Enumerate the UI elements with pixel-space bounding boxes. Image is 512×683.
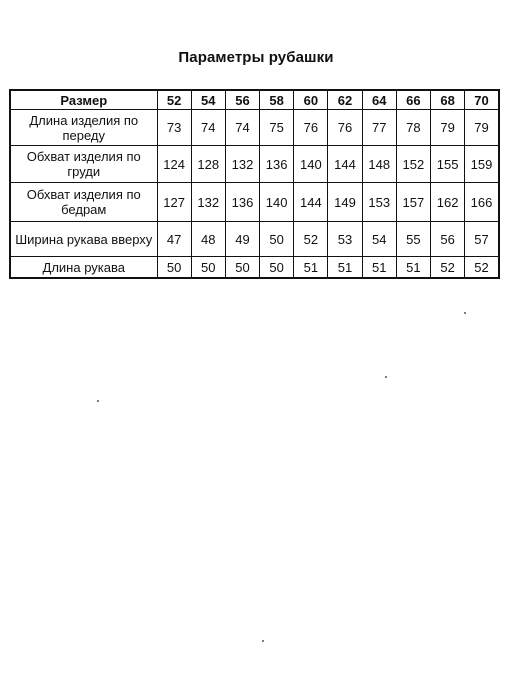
row-label: Ширина рукава вверху bbox=[10, 222, 157, 257]
value-cell: 79 bbox=[465, 110, 499, 146]
value-cell: 136 bbox=[225, 183, 259, 222]
value-cell: 128 bbox=[191, 146, 225, 183]
value-cell: 54 bbox=[362, 222, 396, 257]
page-title: Параметры рубашки bbox=[178, 49, 334, 66]
value-cell: 132 bbox=[191, 183, 225, 222]
table-header-row bbox=[10, 90, 499, 110]
value-cell: 57 bbox=[465, 222, 499, 257]
value-cell: 51 bbox=[362, 257, 396, 279]
value-cell: 159 bbox=[465, 146, 499, 183]
header-size-cell: 52 bbox=[157, 90, 191, 110]
value-cell: 51 bbox=[294, 257, 328, 279]
value-cell: 50 bbox=[225, 257, 259, 279]
table-row bbox=[10, 110, 499, 146]
value-cell: 75 bbox=[260, 110, 294, 146]
value-cell: 50 bbox=[157, 257, 191, 279]
value-cell: 124 bbox=[157, 146, 191, 183]
value-cell: 52 bbox=[465, 257, 499, 279]
row-label: Длина рукава bbox=[10, 257, 157, 279]
value-cell: 132 bbox=[225, 146, 259, 183]
value-cell: 144 bbox=[328, 146, 362, 183]
scan-speck bbox=[385, 376, 387, 378]
value-cell: 74 bbox=[225, 110, 259, 146]
table-row bbox=[10, 222, 499, 257]
value-cell: 51 bbox=[396, 257, 430, 279]
value-cell: 74 bbox=[191, 110, 225, 146]
value-cell: 77 bbox=[362, 110, 396, 146]
value-cell: 166 bbox=[465, 183, 499, 222]
value-cell: 47 bbox=[157, 222, 191, 257]
value-cell: 140 bbox=[260, 183, 294, 222]
header-size-cell: 66 bbox=[396, 90, 430, 110]
value-cell: 144 bbox=[294, 183, 328, 222]
value-cell: 76 bbox=[294, 110, 328, 146]
header-size-cell: 68 bbox=[431, 90, 465, 110]
header-size-cell: 64 bbox=[362, 90, 396, 110]
shirt-size-table bbox=[9, 89, 500, 279]
value-cell: 78 bbox=[396, 110, 430, 146]
value-cell: 56 bbox=[431, 222, 465, 257]
header-size-cell: 54 bbox=[191, 90, 225, 110]
scan-speck bbox=[262, 640, 264, 642]
value-cell: 52 bbox=[294, 222, 328, 257]
header-size-cell: 56 bbox=[225, 90, 259, 110]
row-label: Длина изделия по переду bbox=[10, 110, 157, 146]
header-size-cell: 58 bbox=[260, 90, 294, 110]
value-cell: 149 bbox=[328, 183, 362, 222]
value-cell: 155 bbox=[431, 146, 465, 183]
value-cell: 157 bbox=[396, 183, 430, 222]
table-row bbox=[10, 257, 499, 279]
scan-speck bbox=[464, 312, 466, 314]
value-cell: 148 bbox=[362, 146, 396, 183]
value-cell: 50 bbox=[191, 257, 225, 279]
value-cell: 76 bbox=[328, 110, 362, 146]
value-cell: 51 bbox=[328, 257, 362, 279]
table-row bbox=[10, 146, 499, 183]
value-cell: 79 bbox=[431, 110, 465, 146]
value-cell: 162 bbox=[431, 183, 465, 222]
value-cell: 50 bbox=[260, 257, 294, 279]
value-cell: 49 bbox=[225, 222, 259, 257]
value-cell: 52 bbox=[431, 257, 465, 279]
table-row bbox=[10, 183, 499, 222]
value-cell: 140 bbox=[294, 146, 328, 183]
value-cell: 152 bbox=[396, 146, 430, 183]
value-cell: 136 bbox=[260, 146, 294, 183]
value-cell: 50 bbox=[260, 222, 294, 257]
header-size-cell: 62 bbox=[328, 90, 362, 110]
scan-speck bbox=[97, 400, 99, 402]
value-cell: 48 bbox=[191, 222, 225, 257]
header-size-label: Размер bbox=[10, 90, 157, 110]
row-label: Обхват изделия по бедрам bbox=[10, 183, 157, 222]
header-size-cell: 60 bbox=[294, 90, 328, 110]
value-cell: 127 bbox=[157, 183, 191, 222]
value-cell: 55 bbox=[396, 222, 430, 257]
header-size-cell: 70 bbox=[465, 90, 499, 110]
value-cell: 53 bbox=[328, 222, 362, 257]
row-label: Обхват изделия по груди bbox=[10, 146, 157, 183]
value-cell: 73 bbox=[157, 110, 191, 146]
value-cell: 153 bbox=[362, 183, 396, 222]
